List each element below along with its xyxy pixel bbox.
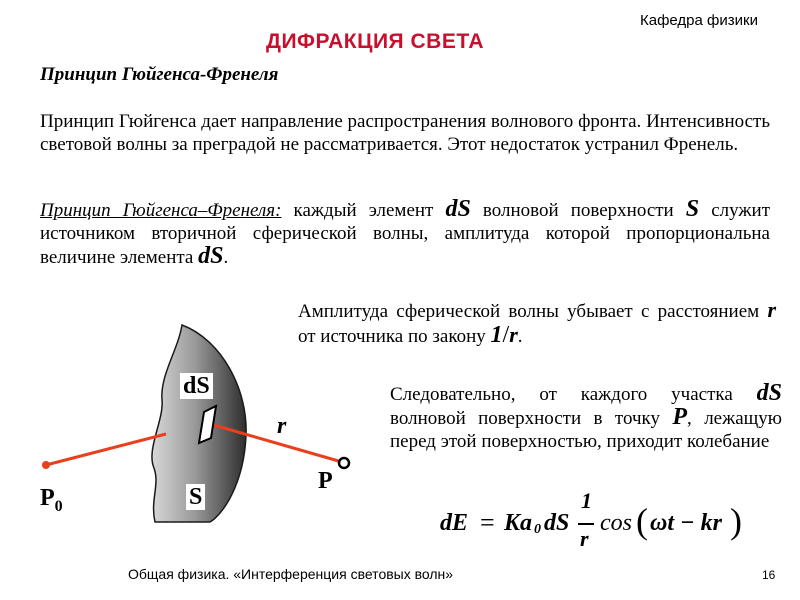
formula-arg: ωt − kr	[650, 510, 722, 536]
label-P0	[40, 485, 63, 516]
footer-course: Общая физика. «Интерференция световых волн»	[128, 566, 454, 582]
principle-term: Принцип Гюйгенса–Френеля:	[40, 200, 282, 221]
formula-frac-den: r	[580, 526, 589, 551]
text-part: волновой поверхности в точку	[390, 408, 673, 429]
formula-K: Ka	[504, 510, 533, 536]
symbol-P: P	[672, 404, 688, 430]
text-part: .	[517, 326, 523, 347]
formula-cos: cos	[600, 510, 632, 536]
formula-sub0: 0	[534, 522, 541, 537]
label-S: S	[186, 484, 205, 510]
page-number: 16	[762, 568, 776, 582]
label-P0-letter: P	[40, 485, 55, 511]
paragraph-huygens-fresnel	[40, 198, 770, 269]
law-denominator: r	[509, 322, 518, 347]
symbol-dS: dS	[445, 196, 471, 222]
label-P: P	[318, 468, 333, 494]
text-part: служит источником вторичной сферической волны, амплитуда которой пропорциональна величине элемента	[40, 200, 770, 268]
department-label: Кафедра физики	[640, 12, 758, 29]
symbol-r: r	[767, 297, 776, 322]
ray-p0	[46, 434, 166, 465]
paragraph-consequence	[390, 382, 782, 453]
law-slash: /	[502, 322, 510, 348]
text-part: от источника по закону	[298, 326, 491, 347]
label-r: r	[277, 413, 287, 439]
label-P0-subscript: 0	[54, 497, 63, 515]
wavefront-diagram	[0, 300, 420, 550]
text-part: .	[223, 247, 229, 268]
text-part: волновой поверхности	[470, 200, 686, 221]
section-subtitle: Принцип Гюйгенса-Френеля	[40, 64, 279, 85]
formula	[440, 488, 760, 556]
formula-dS: dS	[544, 510, 570, 536]
symbol-dS: dS	[198, 243, 224, 269]
point-p	[339, 458, 349, 468]
text-part: Амплитуда сферической волны убывает с расстоянием	[298, 301, 768, 322]
label-dS: dS	[180, 373, 213, 399]
point-p0	[42, 461, 50, 469]
symbol-S: S	[685, 196, 700, 222]
formula-frac-num: 1	[581, 488, 592, 513]
symbol-dS: dS	[756, 380, 782, 406]
law-numerator: 1	[490, 322, 503, 348]
formula-paren-open: (	[636, 501, 648, 541]
formula-lhs: dE	[440, 510, 469, 536]
slide-title: ДИФРАКЦИЯ СВЕТА	[266, 30, 484, 53]
formula-paren-close: )	[730, 501, 742, 541]
text-part: Следовательно, от каждого участка	[390, 384, 757, 405]
text-part: , лежащую перед этой поверхностью, приходит колебание	[390, 408, 782, 452]
formula-equals: =	[480, 508, 495, 537]
formula-frac-bar	[578, 523, 594, 525]
paragraph-huygens: Принцип Гюйгенса дает направление распространения волнового фронта. Интенсивность световой волны за преградой не рассматривается. Этот недостаток устранил Френель.	[40, 111, 770, 155]
text-part: каждый элемент	[281, 200, 446, 221]
